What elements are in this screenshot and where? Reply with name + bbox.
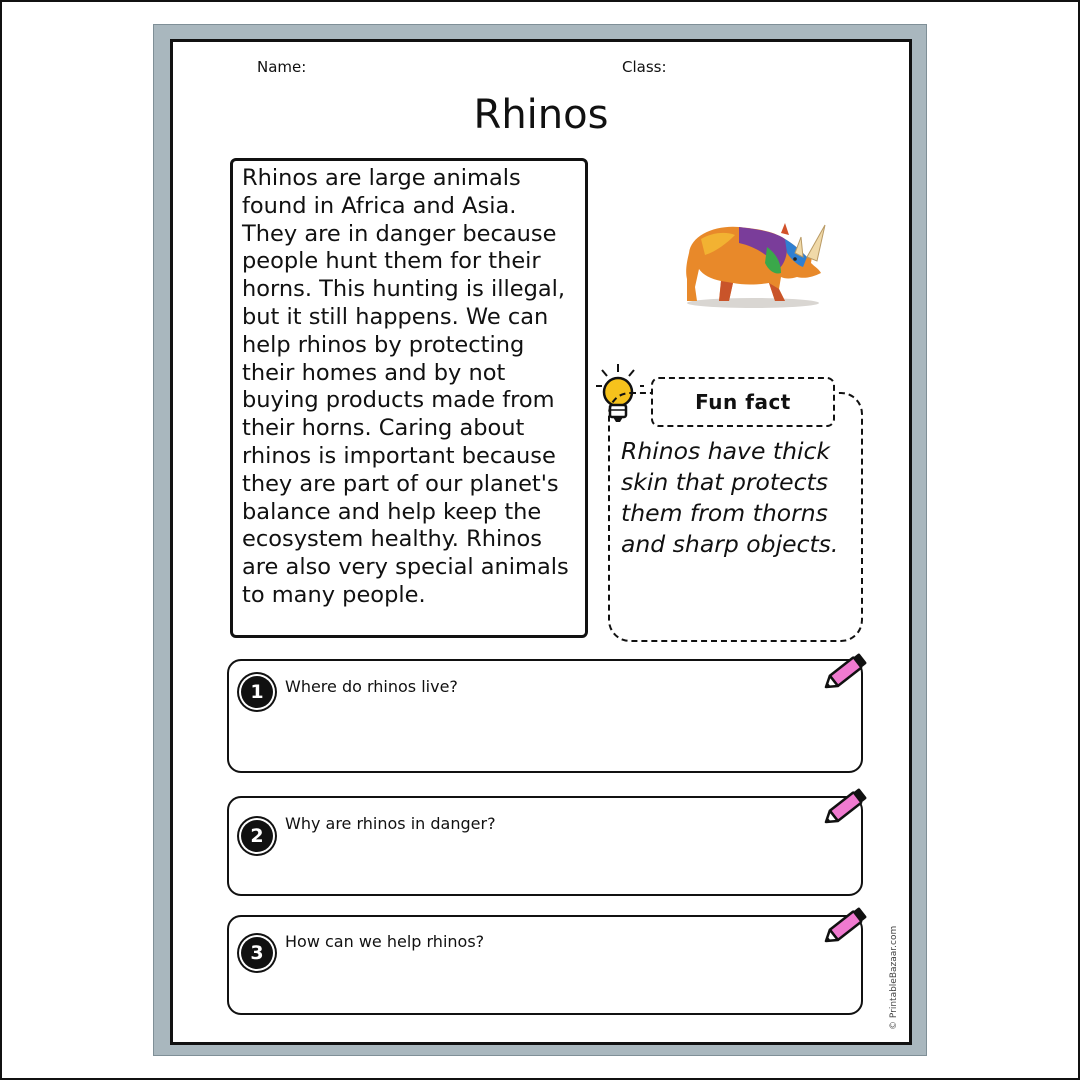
worksheet	[170, 39, 912, 1045]
page-title: Rhinos	[473, 92, 609, 138]
pencil-icon	[821, 650, 871, 694]
pencil-icon	[821, 785, 871, 829]
fun-fact-label: Fun fact	[651, 377, 835, 427]
fun-fact-text: Rhinos have thick skin that protects them from thorns and sharp objects.	[621, 437, 839, 558]
question-1-number: 1	[241, 676, 273, 708]
name-label: Name:	[257, 58, 307, 76]
class-label: Class:	[622, 58, 667, 76]
question-3-answer-box[interactable]	[227, 915, 863, 1015]
rhino-illustration	[681, 217, 827, 309]
question-2-text: Why are rhinos in danger?	[285, 814, 496, 833]
reading-passage: Rhinos are large animals found in Africa and Asia. They are in danger because people hunt them for their horns. This hunting is illegal, but it still happens. We can help rhinos by protecting their homes and by not buying products made from their horns. Caring about rhinos is important because they are part of our planet's balance and help keep the ecosystem healthy. Rhinos are also very special animals to many people.	[242, 165, 569, 608]
reading-passage-box	[230, 158, 588, 638]
pencil-icon	[821, 904, 871, 948]
question-3-number: 3	[241, 937, 273, 969]
question-3-text: How can we help rhinos?	[285, 932, 485, 951]
copyright-credit: © PrintableBazaar.com	[889, 925, 899, 1030]
question-2-number: 2	[241, 820, 273, 852]
question-2-answer-box[interactable]	[227, 796, 863, 896]
question-1-text: Where do rhinos live?	[285, 677, 458, 696]
